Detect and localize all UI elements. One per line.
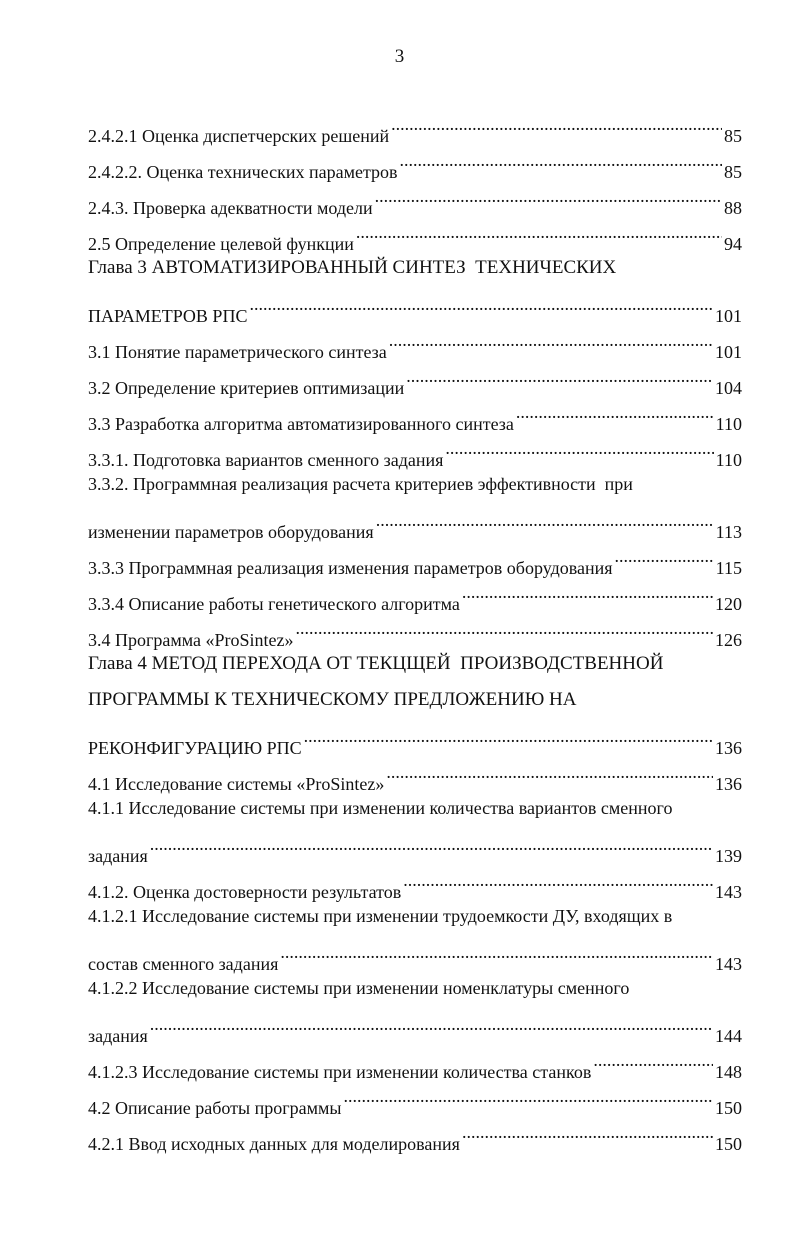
toc-entry-page: 150: [715, 1134, 742, 1154]
toc-entry-title: 2.4.2.2. Оценка технических параметров: [88, 162, 398, 182]
toc-entry-title: изменении параметров оборудования: [88, 522, 374, 542]
toc-leader-dots: [343, 1078, 713, 1114]
toc-heading-line: [88, 250, 742, 286]
toc-entry-page: 110: [715, 414, 742, 434]
toc-entry-page: 101: [715, 306, 742, 326]
toc-entry-title: 4.1.2. Оценка достоверности результатов: [88, 882, 402, 902]
toc-leader-dots: [296, 610, 713, 646]
toc-leader-dots: [445, 430, 713, 466]
toc-leader-dots: [462, 1114, 713, 1150]
toc-entry-page: 136: [715, 738, 742, 758]
toc-entry-page: 113: [715, 522, 742, 542]
toc-entry: [88, 502, 742, 542]
toc-leader-dots: [406, 358, 713, 394]
toc-entry: [88, 718, 742, 758]
toc-heading-line: [88, 646, 742, 682]
toc-entry: [88, 826, 742, 866]
toc-entry-title: 2.4.2.1 Оценка диспетчерских решений: [88, 126, 390, 146]
toc-leader-dots: [356, 214, 722, 250]
toc-entry-title: 3.2 Определение критериев оптимизации: [88, 378, 405, 398]
toc-leader-dots: [150, 826, 713, 862]
toc-leader-dots: [403, 862, 713, 898]
toc-leader-dots: [462, 574, 713, 610]
toc-entry-title: состав сменного задания: [88, 954, 279, 974]
toc-leader-dots: [593, 1042, 713, 1078]
toc-entry-title: 4.1 Исследование системы «ProSintez»: [88, 774, 385, 794]
toc-entry-title: 2.5 Определение целевой функции: [88, 234, 354, 254]
toc-heading-text: ПРОГРАММЫ К ТЕХНИЧЕСКОМУ ПРЕДЛОЖЕНИЮ НА: [88, 689, 577, 710]
toc-entry-title: РЕКОНФИГУРАЦИЮ РПС: [88, 738, 302, 758]
toc-entry-page: 94: [724, 234, 742, 254]
toc-entry-title: 3.3.3 Программная реализация изменения параметров оборудования: [88, 558, 613, 578]
toc-leader-dots: [304, 718, 713, 754]
toc-entry-page: 148: [715, 1062, 742, 1082]
toc-leader-dots: [150, 1006, 713, 1042]
toc-heading-text: 4.1.1 Исследование системы при изменении количества вариантов сменного: [88, 798, 673, 818]
toc-leader-dots: [389, 322, 713, 358]
toc-entry-page: 110: [715, 450, 742, 470]
toc-leader-dots: [280, 934, 713, 970]
toc-entry-page: 136: [715, 774, 742, 794]
toc-entry-title: 3.3.1. Подготовка вариантов сменного задания: [88, 450, 444, 470]
toc-heading-text: Глава 3 АВТОМАТИЗИРОВАННЫЙ СИНТЕЗ ТЕХНИЧЕСКИХ: [88, 257, 617, 278]
toc-entry-page: 143: [715, 954, 742, 974]
toc-entry-title: ПАРАМЕТРОВ РПС: [88, 306, 248, 326]
toc-entry: [88, 286, 742, 326]
toc-leader-dots: [376, 502, 714, 538]
toc-entry-title: 4.1.2.3 Исследование системы при изменении количества станков: [88, 1062, 592, 1082]
toc-entry-page: 143: [715, 882, 742, 902]
toc-leader-dots: [249, 286, 713, 322]
toc-entry: [88, 1006, 742, 1046]
toc-heading-line: [88, 898, 742, 934]
toc-entry-title: 3.3 Разработка алгоритма автоматизированного синтеза: [88, 414, 514, 434]
toc-entry-title: задания: [88, 1026, 148, 1046]
toc-entry-title: задания: [88, 846, 148, 866]
toc-entry-title: 3.3.4 Описание работы генетического алгоритма: [88, 594, 460, 614]
toc-leader-dots: [391, 106, 722, 142]
toc-entry-page: 104: [715, 378, 742, 398]
toc-entry-page: 126: [715, 630, 742, 650]
page-number: 3: [394, 46, 405, 67]
toc-entry-page: 115: [715, 558, 742, 578]
toc-leader-dots: [615, 538, 714, 574]
toc-entry-title: 2.4.3. Проверка адекватности модели: [88, 198, 373, 218]
toc-entry-page: 139: [715, 846, 742, 866]
toc-entry-title: 3.4 Программа «ProSintez»: [88, 630, 294, 650]
toc-entry-page: 144: [715, 1026, 742, 1046]
toc-heading-line: [88, 970, 742, 1006]
toc-heading-text: 3.3.2. Программная реализация расчета критериев эффективности при: [88, 474, 633, 494]
toc-leader-dots: [516, 394, 714, 430]
toc-heading-text: Глава 4 МЕТОД ПЕРЕХОДА ОТ ТЕКЦЩЕЙ ПРОИЗВОДСТВЕННОЙ: [88, 653, 664, 674]
toc-heading-text: 4.1.2.2 Исследование системы при изменении номенклатуры сменного: [88, 978, 630, 998]
toc-entry-page: 85: [724, 162, 742, 182]
toc-entry-title: 4.2.1 Ввод исходных данных для моделирования: [88, 1134, 460, 1154]
toc-entry-page: 120: [715, 594, 742, 614]
toc-entry-title: 3.1 Понятие параметрического синтеза: [88, 342, 387, 362]
toc-heading-text: 4.1.2.1 Исследование системы при изменении трудоемкости ДУ, входящих в: [88, 906, 673, 926]
toc-entry: [88, 934, 742, 974]
table-of-contents: [88, 106, 742, 1154]
toc-heading-line: [88, 790, 742, 826]
toc-entry-page: 150: [715, 1098, 742, 1118]
toc-leader-dots: [386, 754, 713, 790]
toc-entry: [88, 862, 742, 902]
toc-entry: [88, 106, 742, 146]
toc-entry-page: 85: [724, 126, 742, 146]
toc-heading-line: [88, 466, 742, 502]
toc-entry-title: 4.2 Описание работы программы: [88, 1098, 342, 1118]
toc-entry-page: 88: [724, 198, 742, 218]
toc-heading-line: [88, 682, 742, 718]
toc-leader-dots: [400, 142, 722, 178]
toc-entry-page: 101: [715, 342, 742, 362]
toc-entry: [88, 1042, 742, 1082]
toc-leader-dots: [375, 178, 722, 214]
